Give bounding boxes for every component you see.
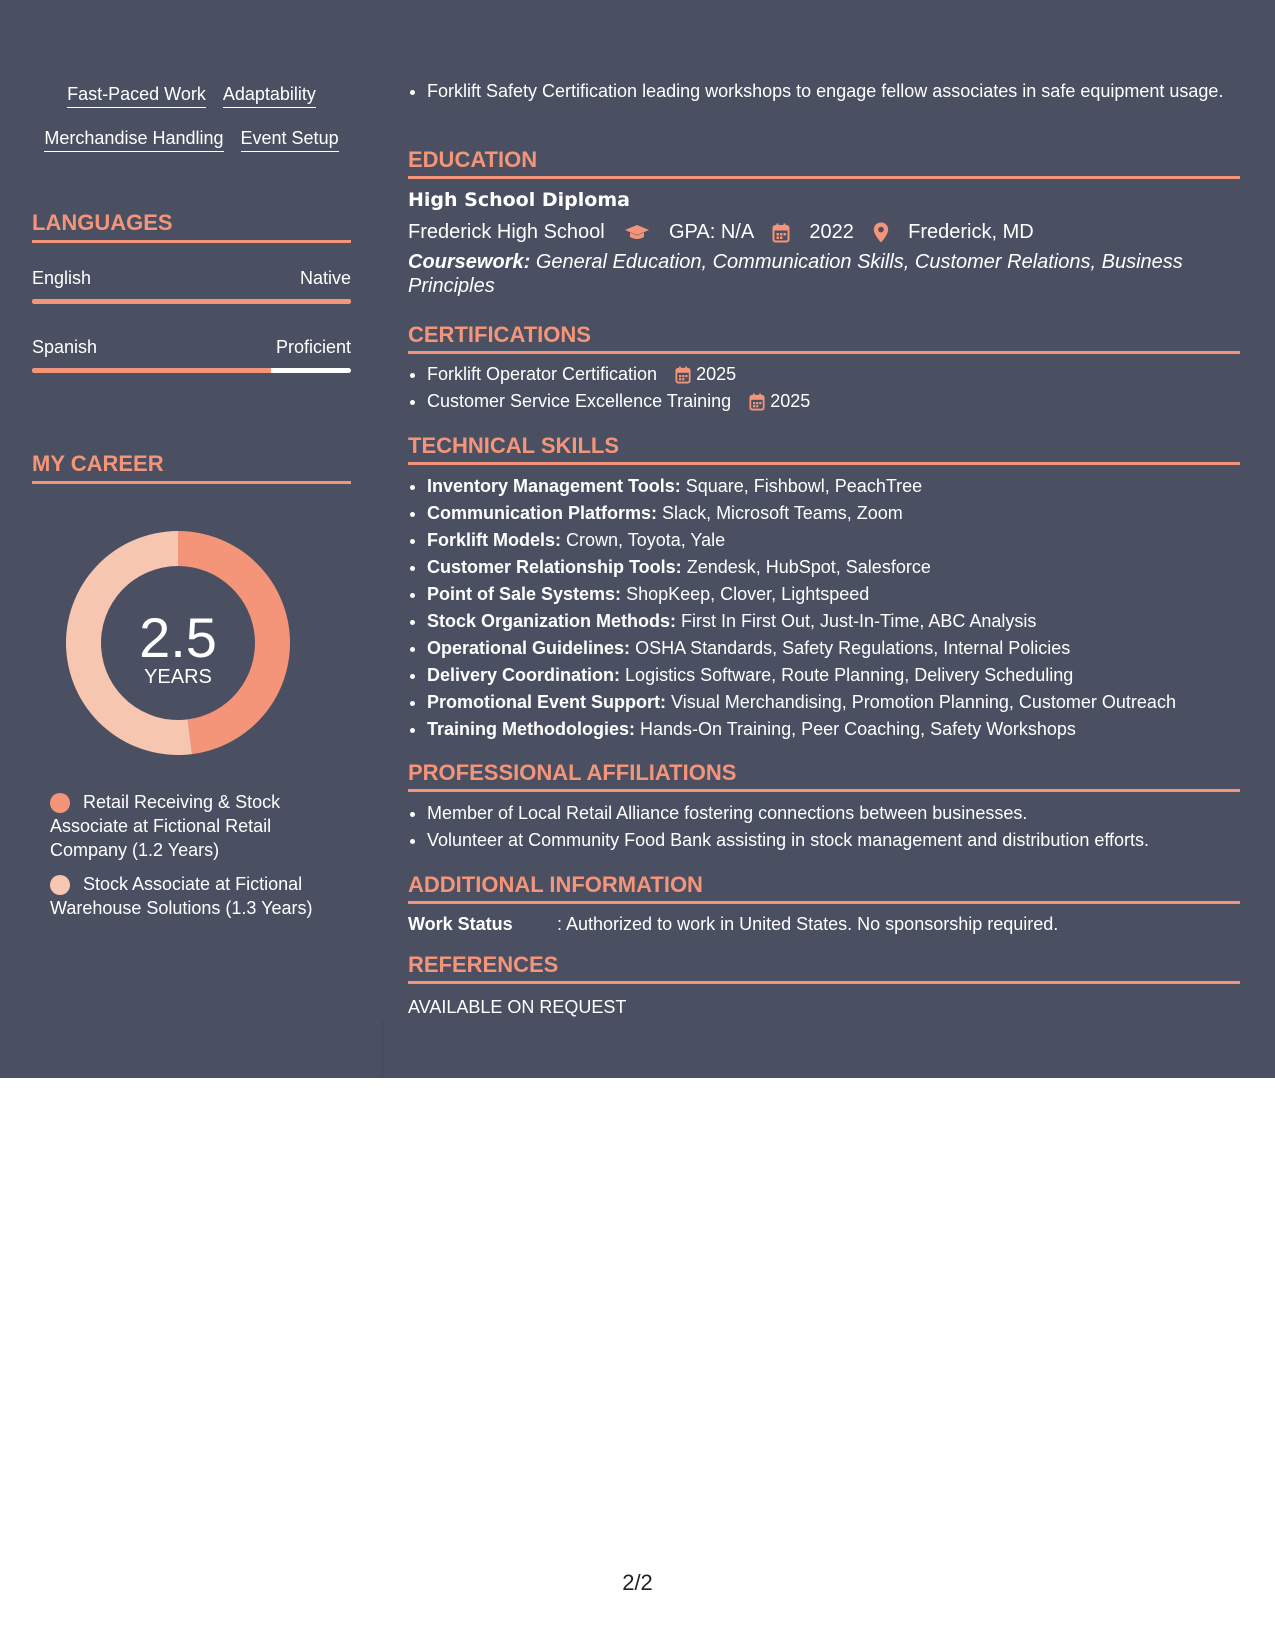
list-item xyxy=(427,662,1239,689)
skill-value: Slack, Microsoft Teams, Zoom xyxy=(662,503,903,523)
graduation-cap-icon xyxy=(624,224,650,242)
technical-skills-list xyxy=(408,473,1239,743)
career-donut-chart xyxy=(66,531,290,755)
skill-tag: Event Setup xyxy=(241,128,339,152)
skill-tag: Adaptability xyxy=(223,84,316,108)
skill-label: Operational Guidelines: xyxy=(427,638,631,658)
list-item xyxy=(427,473,1239,500)
work-status-label: Work Status xyxy=(408,914,513,934)
legend-label: Stock Associate at Fictional Warehouse Solutions (1.3 Years) xyxy=(50,874,313,918)
skill-label: Point of Sale Systems: xyxy=(427,584,622,604)
language-spanish xyxy=(32,336,351,373)
calendar-icon xyxy=(749,393,765,411)
graduation-year: 2022 xyxy=(809,221,854,243)
skill-label: Communication Platforms: xyxy=(427,503,658,523)
list-item xyxy=(427,361,1239,388)
skill-value: Zendesk, HubSpot, Salesforce xyxy=(686,557,931,577)
skill-value: Hands-On Training, Peer Coaching, Safety Workshops xyxy=(640,719,1076,739)
coursework-list: General Education, Communication Skills, Customer Relations, Business Principles xyxy=(408,251,1183,297)
skill-label: Customer Relationship Tools: xyxy=(427,557,682,577)
career-heading: MY CAREER xyxy=(32,451,351,484)
list-item: • Forklift Safety Certification leading workshops to engage fellow associates in safe equipment usage. xyxy=(427,79,1239,103)
skill-value: ShopKeep, Clover, Lightspeed xyxy=(626,584,870,604)
skill-label: Inventory Management Tools: xyxy=(427,476,681,496)
coursework-label: Coursework: xyxy=(408,251,531,273)
coursework xyxy=(408,250,1208,298)
skill-label: Forklift Models: xyxy=(427,530,561,550)
career-legend xyxy=(50,790,340,930)
legend-dot xyxy=(50,793,70,813)
list-item: • Member of Local Retail Alliance fostering connections between businesses. xyxy=(427,800,1239,827)
work-status-value: : Authorized to work in United States. No sponsorship required. xyxy=(557,914,1059,934)
affiliations-list xyxy=(408,800,1239,854)
technical-skills-heading: TECHNICAL SKILLS xyxy=(408,433,1240,465)
language-name: English xyxy=(32,268,92,288)
list-item: • Volunteer at Community Food Bank assisting in stock management and distribution efforts. xyxy=(427,827,1239,854)
school-name: Frederick High School xyxy=(408,221,605,243)
column-divider xyxy=(382,1020,383,1078)
list-item xyxy=(427,689,1239,716)
legend-label: Retail Receiving & Stock Associate at Fictional Retail Company (1.2 Years) xyxy=(50,792,281,860)
list-item xyxy=(427,500,1239,527)
language-bar xyxy=(32,299,351,304)
certifications-heading: CERTIFICATIONS xyxy=(408,322,1240,354)
language-name: Spanish xyxy=(32,337,98,357)
work-status xyxy=(408,912,1058,936)
certification-year: 2025 xyxy=(696,364,737,384)
skill-value: Crown, Toyota, Yale xyxy=(566,530,726,550)
list-item xyxy=(427,608,1239,635)
career-years-value: 2.5 xyxy=(139,606,217,669)
school-location: Frederick, MD xyxy=(908,221,1034,243)
experience-bullets xyxy=(408,79,1239,103)
skill-tags xyxy=(32,84,351,172)
language-level: Native xyxy=(299,268,351,288)
calendar-icon xyxy=(772,223,790,243)
certification-year: 2025 xyxy=(770,391,811,411)
skill-label: Delivery Coordination: xyxy=(427,665,621,685)
list-item xyxy=(427,388,1239,415)
skill-label: Stock Organization Methods: xyxy=(427,611,677,631)
education-heading: EDUCATION xyxy=(408,147,1240,179)
skill-value: First In First Out, Just-In-Time, ABC Analysis xyxy=(681,611,1037,631)
skill-label: Training Methodologies: xyxy=(427,719,635,739)
language-english xyxy=(32,267,351,304)
skill-label: Promotional Event Support: xyxy=(427,692,667,712)
certification-name: Customer Service Excellence Training xyxy=(427,391,732,411)
legend-item xyxy=(50,790,340,862)
certification-name: Forklift Operator Certification xyxy=(427,364,658,384)
gpa: GPA: N/A xyxy=(669,221,754,243)
language-bar-fill xyxy=(32,299,351,304)
skill-value: Square, Fishbowl, PeachTree xyxy=(685,476,923,496)
references-heading: REFERENCES xyxy=(408,952,1240,984)
affiliations-heading: PROFESSIONAL AFFILIATIONS xyxy=(408,760,1240,792)
skill-value: OSHA Standards, Safety Regulations, Internal Policies xyxy=(635,638,1071,658)
list-item xyxy=(427,581,1239,608)
list-item xyxy=(427,527,1239,554)
language-bar-fill xyxy=(32,368,271,373)
skill-tag: Merchandise Handling xyxy=(44,128,223,152)
language-bar xyxy=(32,368,351,373)
list-item xyxy=(427,716,1239,743)
skill-value: Logistics Software, Route Planning, Delivery Scheduling xyxy=(625,665,1074,685)
education-details xyxy=(408,219,1034,245)
legend-dot xyxy=(50,875,70,895)
career-years-label: YEARS xyxy=(144,666,212,688)
location-pin-icon xyxy=(873,222,889,243)
page-number: 2/2 xyxy=(622,1570,653,1595)
skill-value: Visual Merchandising, Promotion Planning, Customer Outreach xyxy=(671,692,1176,712)
list-item xyxy=(427,554,1239,581)
skill-tag: Fast-Paced Work xyxy=(67,84,206,108)
additional-info-heading: ADDITIONAL INFORMATION xyxy=(408,872,1240,904)
references-text: AVAILABLE ON REQUEST xyxy=(408,997,627,1017)
degree-title: High School Diploma xyxy=(408,189,630,211)
languages-heading: LANGUAGES xyxy=(32,210,351,243)
list-item xyxy=(427,635,1239,662)
certifications-list xyxy=(408,361,1239,415)
legend-item xyxy=(50,872,340,920)
language-level: Proficient xyxy=(275,337,351,357)
calendar-icon xyxy=(675,366,691,384)
